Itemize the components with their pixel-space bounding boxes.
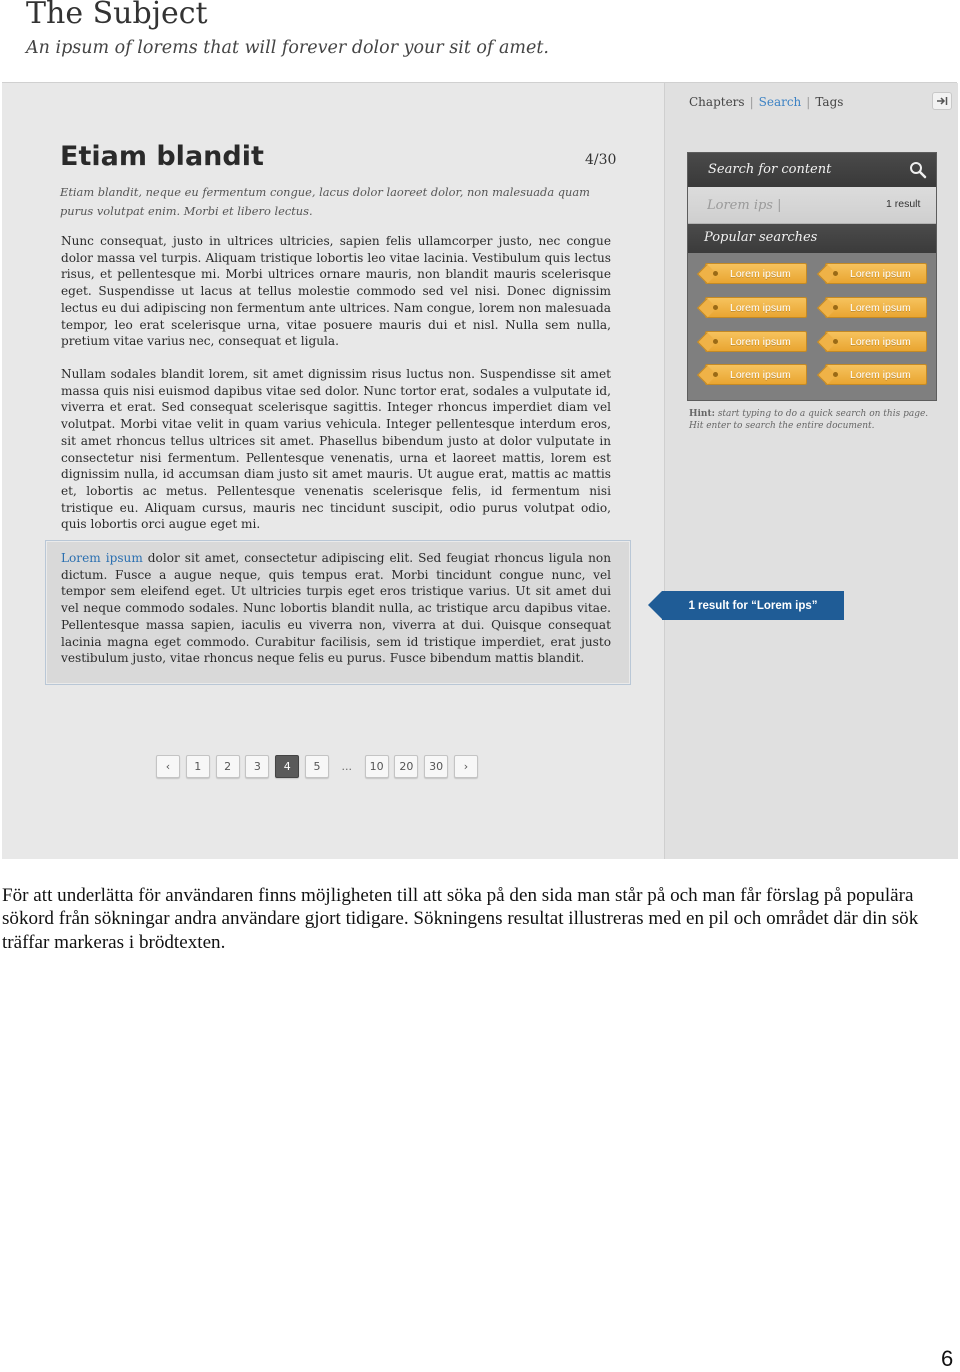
search-input-row	[688, 187, 936, 224]
figure-caption: För att underlätta för användaren finns möjligheten till att söka på den sida man står på och man får förslag på populära sökord från sökningar andra användare gjort tidigare. Sökningens resultat illustreras med en pil och området där din sök träffar markeras i brödtexten.	[2, 885, 919, 953]
page-button-20[interactable]: 20	[394, 755, 418, 778]
popular-tag-label: Lorem ipsum	[730, 368, 791, 381]
exit-button[interactable]	[932, 92, 952, 110]
popular-tag-label: Lorem ipsum	[850, 301, 911, 314]
tab-chapters[interactable]: Chapters	[689, 95, 745, 109]
popular-tag[interactable]	[705, 263, 807, 284]
arrow-pointer	[648, 591, 662, 619]
search-hit-text: Lorem ipsum	[61, 551, 143, 565]
exit-arrow-icon	[936, 96, 948, 106]
popular-searches-header	[688, 224, 936, 253]
search-input[interactable]	[707, 196, 857, 214]
search-sidebar	[664, 83, 958, 859]
popular-tag[interactable]	[825, 364, 927, 385]
page-button-30[interactable]: 30	[424, 755, 448, 778]
popular-tag[interactable]	[705, 297, 807, 318]
popular-tag-label: Lorem ipsum	[850, 267, 911, 280]
popular-searches-title: Popular searches	[704, 230, 818, 245]
search-panel-header	[688, 153, 936, 187]
popular-tag[interactable]	[705, 364, 807, 385]
body-paragraph-3	[61, 550, 611, 667]
search-panel-title: Search for content	[708, 162, 832, 177]
popular-searches-tags	[688, 253, 936, 400]
popular-tag-label: Lorem ipsum	[850, 335, 911, 348]
reader-screenshot	[2, 82, 957, 859]
popular-tag[interactable]	[825, 331, 927, 352]
popular-tag[interactable]	[705, 331, 807, 352]
chapter-title: Etiam blandit	[60, 141, 264, 172]
chapter-intro: Etiam blandit, neque eu fermentum congue, lacus dolor laoreet dolor, non malesuada quam purus volutpat enim. Morbi et libero lectus.	[60, 185, 590, 218]
nav-separator: |	[806, 95, 811, 109]
search-result-label: 1 result for “Lorem ips”	[662, 591, 844, 620]
result-count: 1 result	[886, 198, 921, 210]
page-counter: 4/30	[585, 152, 617, 168]
document-title: The Subject	[26, 0, 208, 31]
page-button-5[interactable]: 5	[305, 755, 329, 778]
page-button-1[interactable]: 1	[186, 755, 210, 778]
pagination	[156, 755, 484, 779]
popular-tag-label: Lorem ipsum	[850, 368, 911, 381]
page-number: 6	[941, 1346, 954, 1371]
tab-tags[interactable]: Tags	[815, 95, 844, 109]
page-button-3[interactable]: 3	[245, 755, 269, 778]
popular-tag-label: Lorem ipsum	[730, 335, 791, 348]
body-paragraph-3-rest: dolor sit amet, consectetur adipiscing elit. Sed feugiat rhoncus ligula non dictum. Fusce a augue neque, quis tempus erat. Morbi tincidunt congue nunc, vel tempor sem eleifend eget. Ut ultricies turpis eget eros tristique varius. Ut sit amet dui vel neque commodo sodales. Nunc lobortis blandit nulla, ac tristique arcu dapibus vitae. Pellentesque massa sapien, iaculis eu viverra non, viverra at dui. Quisque consequat lacinia magna eget commodo. Curabitur facilisis, sem id tristique imperdiet, erat justo vestibulum justo, vitae rhoncus neque felis eu purus. Fusce bibendum mattis blandit.	[61, 551, 611, 666]
tab-search[interactable]: Search	[758, 95, 802, 109]
next-page-button[interactable]: ›	[454, 755, 478, 778]
popular-tag-label: Lorem ipsum	[730, 267, 791, 280]
body-paragraph-2: Nullam sodales blandit lorem, sit amet dignissim risus luctus non. Suspendisse sit amet massa quis nisi euismod dapibus vitae sed dolor. Nunc tortor erat, sodales a vulputate id, viverra et erat. Sed consequat scelerisque sagittis. Integer rhoncus imperdiet diam vel volutpat. Morbi vitae velit in quam varius vehicula. Integer pellentesque interdum eros, sit amet rhoncus tellus ultrices sit amet. Phasellus bibendum justo at dolor vulputate in consectetur nisi fermentum. Pellentesque venenatis, urna et laoreet mattis, lorem est dignissim nulla, id accumsan diam justo sit amet mauris. Ut augue erat, mattis ac mattis et, lobortis ac metus. Pellentesque venenatis scelerisque felis, id fermentum nisi tristique eu. Aliquam cursus, mauris nec tincidunt suscipit, odio purus volutpat odio, quis lobortis orci augue eget mi.	[61, 367, 611, 532]
document-subtitle: An ipsum of lorems that will forever dolor your sit of amet.	[26, 38, 549, 58]
body-paragraph-1: Nunc consequat, justo in ultrices ultricies, sapien felis ullamcorper justo, nec congue dolor massa vel turpis. Aliquam tristique lobortis leo vitae lacinia. Vestibulum quis lectus risus, et pellentesque mi. Morbi ultrices ornare mauris, non blandit mauris scelerisque eget. Suspendisse ut lacus at tellus molestie commodo sed vel nisi. Donec dignissim lectus eu dui adipiscing non fermentum ante ultrices. Nam congue, lorem non malesuada tempor, leo erat scelerisque urna, vitae posuere mauris dui et nisl. Nulla sem nulla, pretium vitae varius nec, consequat et ligula.	[61, 234, 611, 349]
hint-label: Hint:	[689, 409, 715, 419]
prev-page-button[interactable]: ‹	[156, 755, 180, 778]
search-hint	[689, 408, 939, 432]
search-panel	[687, 152, 937, 401]
page-button-10[interactable]: 10	[365, 755, 389, 778]
popular-tag[interactable]	[825, 263, 927, 284]
search-icon[interactable]	[909, 161, 927, 179]
hint-text: start typing to do a quick search on this page. Hit enter to search the entire document.	[689, 409, 929, 431]
page-ellipsis: ...	[341, 760, 353, 773]
popular-tag-label: Lorem ipsum	[730, 301, 791, 314]
popular-tag[interactable]	[825, 297, 927, 318]
page-button-2[interactable]: 2	[216, 755, 240, 778]
page-button-4-current[interactable]: 4	[275, 755, 299, 778]
search-result-arrow[interactable]	[648, 591, 844, 620]
nav-separator: |	[749, 95, 754, 109]
sidebar-nav	[689, 95, 843, 109]
